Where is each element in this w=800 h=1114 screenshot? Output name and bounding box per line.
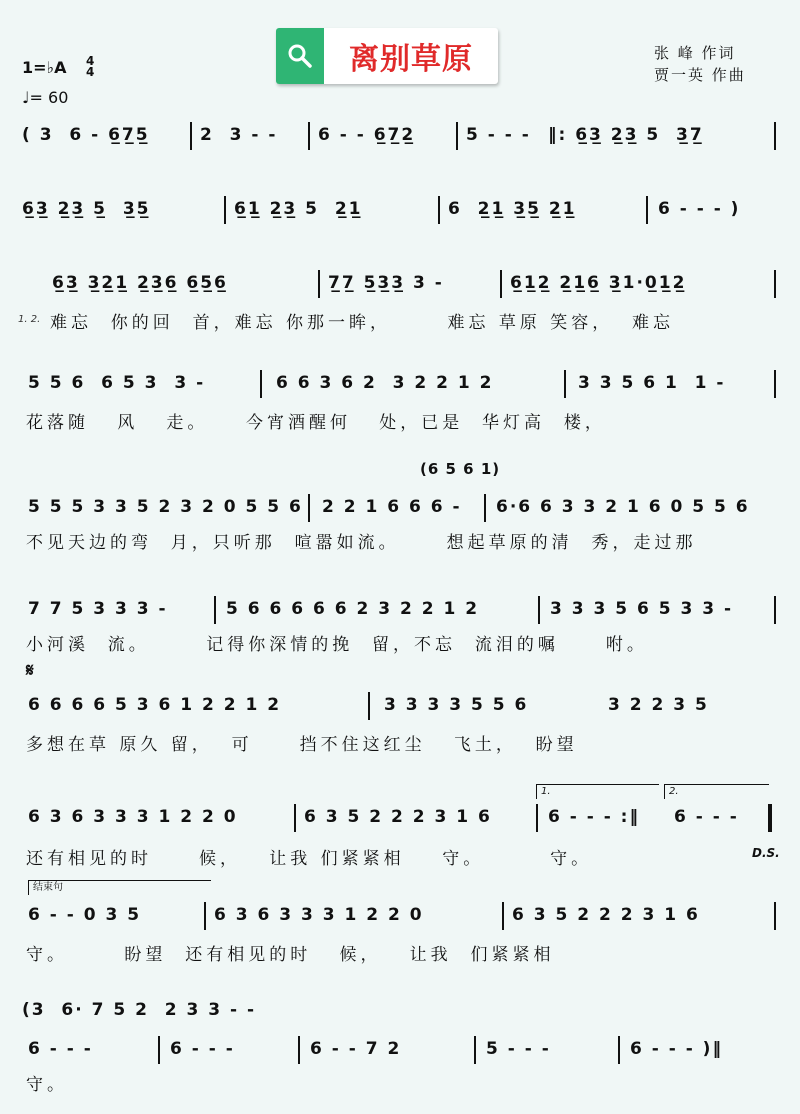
cue-notes: (3 6· 7 5 2 2 3 3 - - xyxy=(22,1000,257,1020)
measure: 6 - - 6̲7̲2̲ xyxy=(318,125,416,145)
measure: 6 - - - xyxy=(28,1039,93,1059)
measure: 6·6 6 3 3 2 1 6 0 5 5 6 xyxy=(496,497,750,517)
measure: 6 6 6 6 5 3 6 1 2 2 1 2 xyxy=(28,695,282,715)
measure: 3 3 3 3 5 5 6 xyxy=(384,695,529,715)
search-icon xyxy=(276,28,324,84)
score-line-3 xyxy=(18,266,782,300)
lyric-line: 不见天边的弯 月，只听那 喧嚣如流。 想起草原的清 秀，走过那 xyxy=(26,533,697,553)
tempo-marking: ♩= 60 xyxy=(22,88,69,107)
score-line-1 xyxy=(18,118,782,152)
measure: 5 5 5 3 3 5 2 3 2 0 5 5 6 xyxy=(28,497,303,517)
measure: 6 3 5 2 2 2 3 1 6 xyxy=(512,905,700,925)
ending-phrase-label: 结束句 xyxy=(28,880,211,895)
measure: 6 - - - xyxy=(170,1039,235,1059)
lyric-line: 守。 盼望 还有相见的时 候， 让我 们紧紧相 xyxy=(26,945,555,965)
score-line-10 xyxy=(18,1032,782,1066)
measure: 5 5 6 6 5 3 3 - xyxy=(28,373,206,393)
measure: 7 7 5 3 3 3 - xyxy=(28,599,168,619)
time-signature: 4 4 xyxy=(86,54,95,79)
title-banner xyxy=(276,28,498,84)
measure: 6 2̲1̲ 3̲5̲ 2̲1̲ xyxy=(448,199,577,219)
measure: 6 - - - xyxy=(674,807,739,827)
score-line-7 xyxy=(18,688,782,722)
composer: 贾一英 作曲 xyxy=(654,66,746,84)
lyric-line: 花落随 风 走。 今宵酒醒何 处，已是 华灯高 楼， xyxy=(26,413,606,433)
measure: 2 3 - - xyxy=(200,125,278,145)
key-signature: 1=♭A xyxy=(22,58,67,77)
score-line-8 xyxy=(18,800,782,834)
lyricist: 张 峰 作词 xyxy=(654,44,736,62)
measure: 6 3 5 2 2 2 3 1 6 xyxy=(304,807,492,827)
lyric-line: 难忘 你的回 首，难忘 你那一眸， 难忘 草原 笑容， 难忘 xyxy=(50,313,675,333)
verse-marker: 1. 2. xyxy=(18,314,41,325)
lyric-line: 小河溪 流。 记得你深情的挽 留，不忘 流泪的嘱 咐。 xyxy=(26,635,648,655)
score-line-5 xyxy=(18,490,782,524)
measure: ( 3 6 - 6̲7̲5̲ xyxy=(22,125,150,145)
measure: 5 - - - xyxy=(486,1039,551,1059)
second-ending: 2. xyxy=(664,784,769,799)
lyric-line: 多想在草 原久 留， 可 挡不住这红尘 飞土， 盼望 xyxy=(26,735,578,755)
score-line-9 xyxy=(18,898,782,932)
measure: 6̲1̲ 2̲3̲ 5 2̲1̲ xyxy=(234,199,363,219)
measure: 5 - - - xyxy=(466,125,531,145)
lyric-line: 守。 xyxy=(26,1075,68,1095)
measure: 3 3 3 5 6 5 3 3 - xyxy=(550,599,734,619)
song-title: 离别草原 xyxy=(349,42,473,77)
measure: 7̲7̲ 5̲3̲3̲ 3 - xyxy=(328,273,444,293)
measure: 6̲1̲2̲ 2̲1̲6̲ 3̲1·0̲1̲2̲ xyxy=(510,273,687,293)
dal-segno: D.S. xyxy=(752,846,780,860)
measure: 6 3 6 3 3 3 1 2 2 0 xyxy=(214,905,424,925)
alternate-notes: (6 5 6 1) xyxy=(420,460,501,478)
measure: 6 - - 7 2 xyxy=(310,1039,402,1059)
measure: 6̲3̲ 2̲3̲ 5̲ 3̲5̲ xyxy=(22,199,151,219)
measure: 2 2 1 6 6 6 - xyxy=(322,497,462,517)
measure: 5 6 6 6 6 6 2 3 2 2 1 2 xyxy=(226,599,480,619)
lyric-line: 还有相见的时 候， 让我 们紧紧相 守。 守。 xyxy=(26,849,593,869)
measure: 6 6 3 6 2 3 2 2 1 2 xyxy=(276,373,494,393)
measure: 3 2 2 3 5 xyxy=(608,695,709,715)
measure: 6 - - - )‖ xyxy=(630,1039,723,1059)
credits xyxy=(654,42,746,86)
measure: 3 3 5 6 1 1 - xyxy=(578,373,726,393)
measure: 6 - - - ) xyxy=(658,199,741,219)
measure: 6̲3̲ 3̲2̲1̲ 2̲3̲6̲ 6̲5̲6̲ xyxy=(52,273,228,293)
segno-sign: 𝄋 xyxy=(26,660,34,681)
score-line-6 xyxy=(18,592,782,626)
first-ending: 1. xyxy=(536,784,659,799)
measure: ‖: 6̲3̲ 2̲3̲ 5 3̲7̲ xyxy=(548,125,704,145)
measure: 6 3 6 3 3 3 1 2 2 0 xyxy=(28,807,238,827)
measure: 6 - - - :‖ xyxy=(548,807,640,827)
score-line-2 xyxy=(18,192,782,226)
measure: 6 - - 0 3 5 xyxy=(28,905,142,925)
score-line-4 xyxy=(18,366,782,400)
